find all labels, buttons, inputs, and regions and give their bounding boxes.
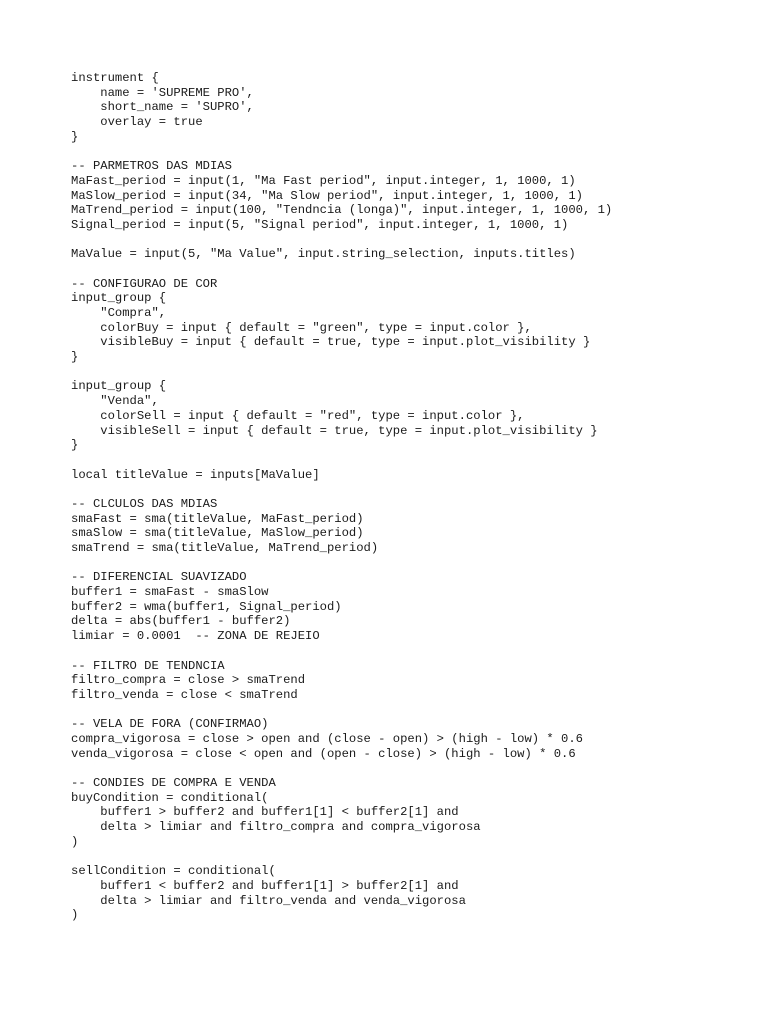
- code-line: [71, 761, 612, 776]
- code-line: [71, 365, 612, 380]
- code-line: compra_vigorosa = close > open and (close - open) > (high - low) * 0.6: [71, 731, 583, 746]
- code-line: [71, 644, 612, 659]
- code-line: buffer1 = smaFast - smaSlow: [71, 585, 269, 600]
- code-line: -- CONDIES DE COMPRA E VENDA: [71, 776, 276, 790]
- code-line: }: [71, 129, 79, 144]
- code-line: sellCondition = conditional(: [71, 864, 276, 879]
- code-line: MaFast_period = input(1, "Ma Fast period", input.integer, 1, 1000, 1): [71, 173, 576, 188]
- code-line: smaFast = sma(titleValue, MaFast_period): [71, 511, 364, 526]
- code-line: visibleSell = input { default = true, type = input.plot_visibility }: [71, 423, 598, 438]
- code-line: local titleValue = inputs[MaValue]: [71, 467, 320, 482]
- code-line: name = 'SUPREME PRO',: [71, 85, 254, 100]
- code-line: -- PARMETROS DAS MDIAS: [71, 159, 232, 174]
- code-line: }: [71, 350, 79, 365]
- code-line: -- CONFIGURAO DE COR: [71, 276, 218, 291]
- code-line: -- CLCULOS DAS MDIAS: [71, 496, 218, 511]
- code-line: venda_vigorosa = close < open and (open - close) > (high - low) * 0.6: [71, 746, 576, 761]
- code-line: input_group {: [71, 291, 167, 306]
- code-line: short_name = 'SUPRO',: [71, 100, 254, 115]
- code-line: [71, 849, 612, 864]
- code-line: colorBuy = input { default = "green", type = input.color },: [71, 320, 532, 335]
- code-line: delta = abs(buffer1 - buffer2): [71, 614, 291, 629]
- code-line: -- VELA DE FORA (CONFIRMAO): [71, 717, 269, 732]
- code-line: [71, 233, 612, 248]
- code-line: smaTrend = sma(titleValue, MaTrend_period): [71, 541, 379, 555]
- code-line: ): [71, 834, 79, 849]
- code-line: }: [71, 438, 79, 453]
- code-line: -- DIFERENCIAL SUAVIZADO: [71, 570, 247, 585]
- code-line: instrument {: [71, 71, 159, 85]
- code-line: buyCondition = conditional(: [71, 790, 269, 805]
- code-line: ): [71, 908, 79, 923]
- code-line: [71, 556, 612, 571]
- code-line: Signal_period = input(5, "Signal period", input.integer, 1, 1000, 1): [71, 217, 569, 232]
- code-line: [71, 482, 612, 497]
- code-line: -- FILTRO DE TENDNCIA: [71, 658, 225, 673]
- code-line: input_group {: [71, 379, 167, 394]
- code-line: [71, 262, 612, 277]
- code-line: buffer1 > buffer2 and buffer1[1] < buffer2[1] and: [71, 805, 459, 820]
- code-line: delta > limiar and filtro_compra and compra_vigorosa: [71, 820, 481, 835]
- code-line: limiar = 0.0001 -- ZONA DE REJEIO: [71, 629, 320, 644]
- code-block: [71, 71, 612, 923]
- code-line: "Venda",: [71, 394, 159, 409]
- code-line: [71, 453, 612, 468]
- code-line: colorSell = input { default = "red", type = input.color },: [71, 408, 525, 423]
- code-line: "Compra",: [71, 306, 167, 320]
- code-line: overlay = true: [71, 115, 203, 130]
- code-line: smaSlow = sma(titleValue, MaSlow_period): [71, 526, 364, 541]
- code-line: filtro_compra = close > smaTrend: [71, 673, 306, 688]
- code-line: MaTrend_period = input(100, "Tendncia (longa)", input.integer, 1, 1000, 1): [71, 203, 613, 218]
- code-line: [71, 703, 612, 718]
- code-line: filtro_venda = close < smaTrend: [71, 687, 298, 702]
- code-line: buffer2 = wma(buffer1, Signal_period): [71, 599, 342, 614]
- code-line: MaValue = input(5, "Ma Value", input.string_selection, inputs.titles): [71, 247, 576, 262]
- code-line: buffer1 < buffer2 and buffer1[1] > buffer2[1] and: [71, 878, 459, 893]
- code-line: MaSlow_period = input(34, "Ma Slow period", input.integer, 1, 1000, 1): [71, 188, 583, 203]
- code-line: [71, 144, 612, 159]
- code-line: delta > limiar and filtro_venda and venda_vigorosa: [71, 893, 466, 908]
- code-line: visibleBuy = input { default = true, type = input.plot_visibility }: [71, 335, 591, 350]
